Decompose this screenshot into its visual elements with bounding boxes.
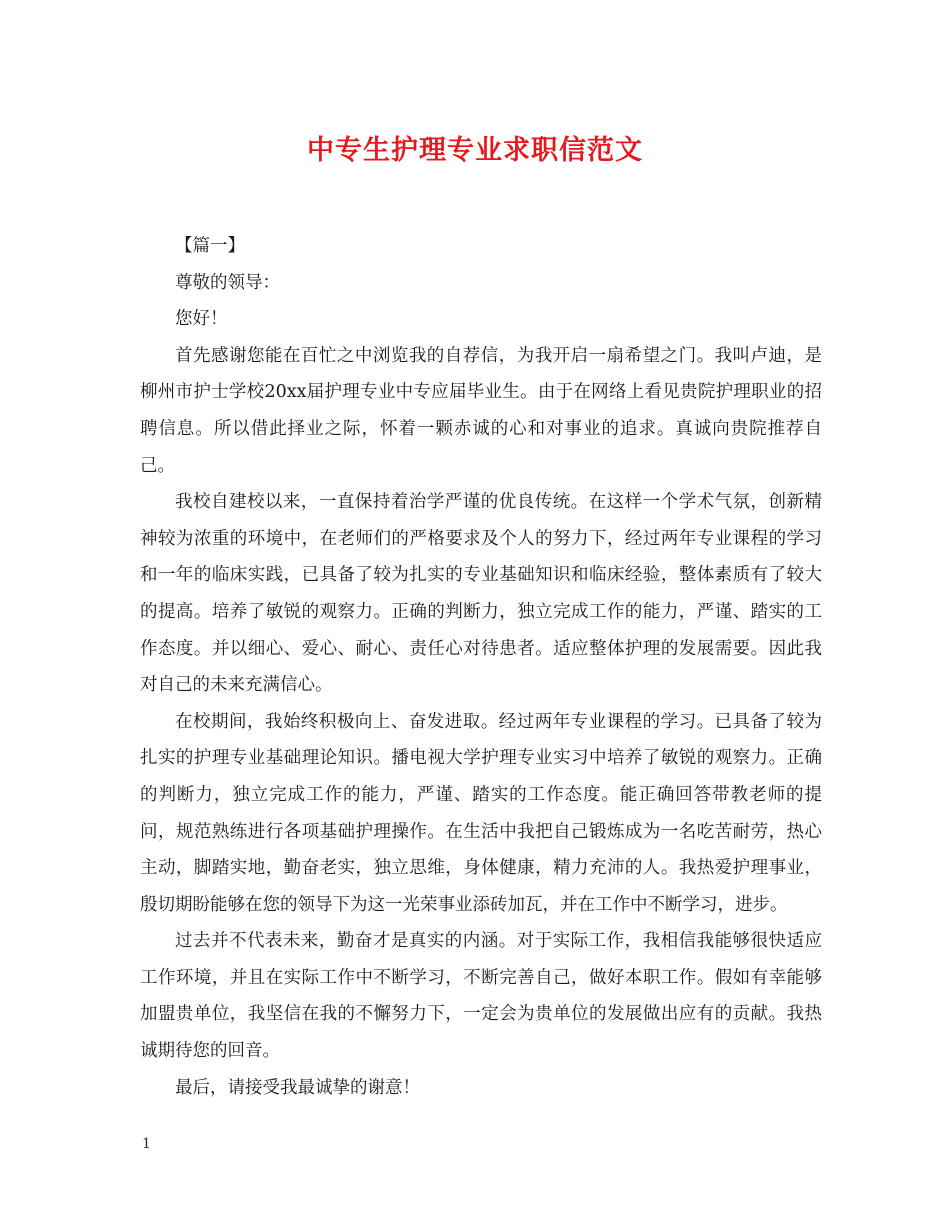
paragraph-3: 在校期间，我始终积极向上、奋发进取。经过两年专业课程的学习。已具备了较为扎实的护理专业基础理论知识。播电视大学护理专业实习中培养了敏锐的观察力。正确的判断力，独立完成工作的能力，严谨、踏实的工作态度。能正确回答带教老师的提问，规范熟练进行各项基础护理操作。在生活中我把自己锻炼成为一名吃苦耐劳，热心主动，脚踏实地，勤奋老实，独立思维，身体健康，精力充沛的人。我热爱护理事业，殷切期盼能够在您的领导下为这一光荣事业添砖加瓦，并在工作中不断学习，进步。 xyxy=(140,711,822,915)
salutation: 尊敬的领导： xyxy=(175,272,280,293)
paragraph-1: 首先感谢您能在百忙之中浏览我的自荐信，为我开启一扇希望之门。我叫卢迪，是柳州市护士学校20xx届护理专业中专应届毕业生。由于在网络上看见贵院护理职业的招聘信息。所以借此择业之际，怀着一颗赤诚的心和对事业的追求。真诚向贵院推荐自己。 xyxy=(140,345,822,476)
page-number: 1 xyxy=(142,1136,151,1152)
closing-line: 最后，请接受我最诚挚的谢意！ xyxy=(175,1077,420,1098)
greeting: 您好！ xyxy=(175,309,228,330)
document-title: 中专生护理专业求职信范文 xyxy=(307,135,643,166)
section-label: 【篇一】 xyxy=(175,236,245,256)
document-body xyxy=(140,228,822,1106)
paragraph-2: 我校自建校以来，一直保持着治学严谨的优良传统。在这样一个学术气氛，创新精神较为浓重的环境中，在老师们的严格要求及个人的努力下，经过两年专业课程的学习和一年的临床实践，已具备了较为扎实的专业基础知识和临床经验，整体素质有了较大的提高。培养了敏锐的观察力。正确的判断力，独立完成工作的能力，严谨、踏实的工作态度。并以细心、爱心、耐心、责任心对待患者。适应整体护理的发展需要。因此我对自己的未来充满信心。 xyxy=(140,492,822,696)
paragraph-4: 过去并不代表未来，勤奋才是真实的内涵。对于实际工作，我相信我能够很快适应工作环境，并且在实际工作中不断学习，不断完善自己，做好本职工作。假如有幸能够加盟贵单位，我坚信在我的不懈努力下，一定会为贵单位的发展做出应有的贡献。我热诚期待您的回音。 xyxy=(140,931,822,1062)
